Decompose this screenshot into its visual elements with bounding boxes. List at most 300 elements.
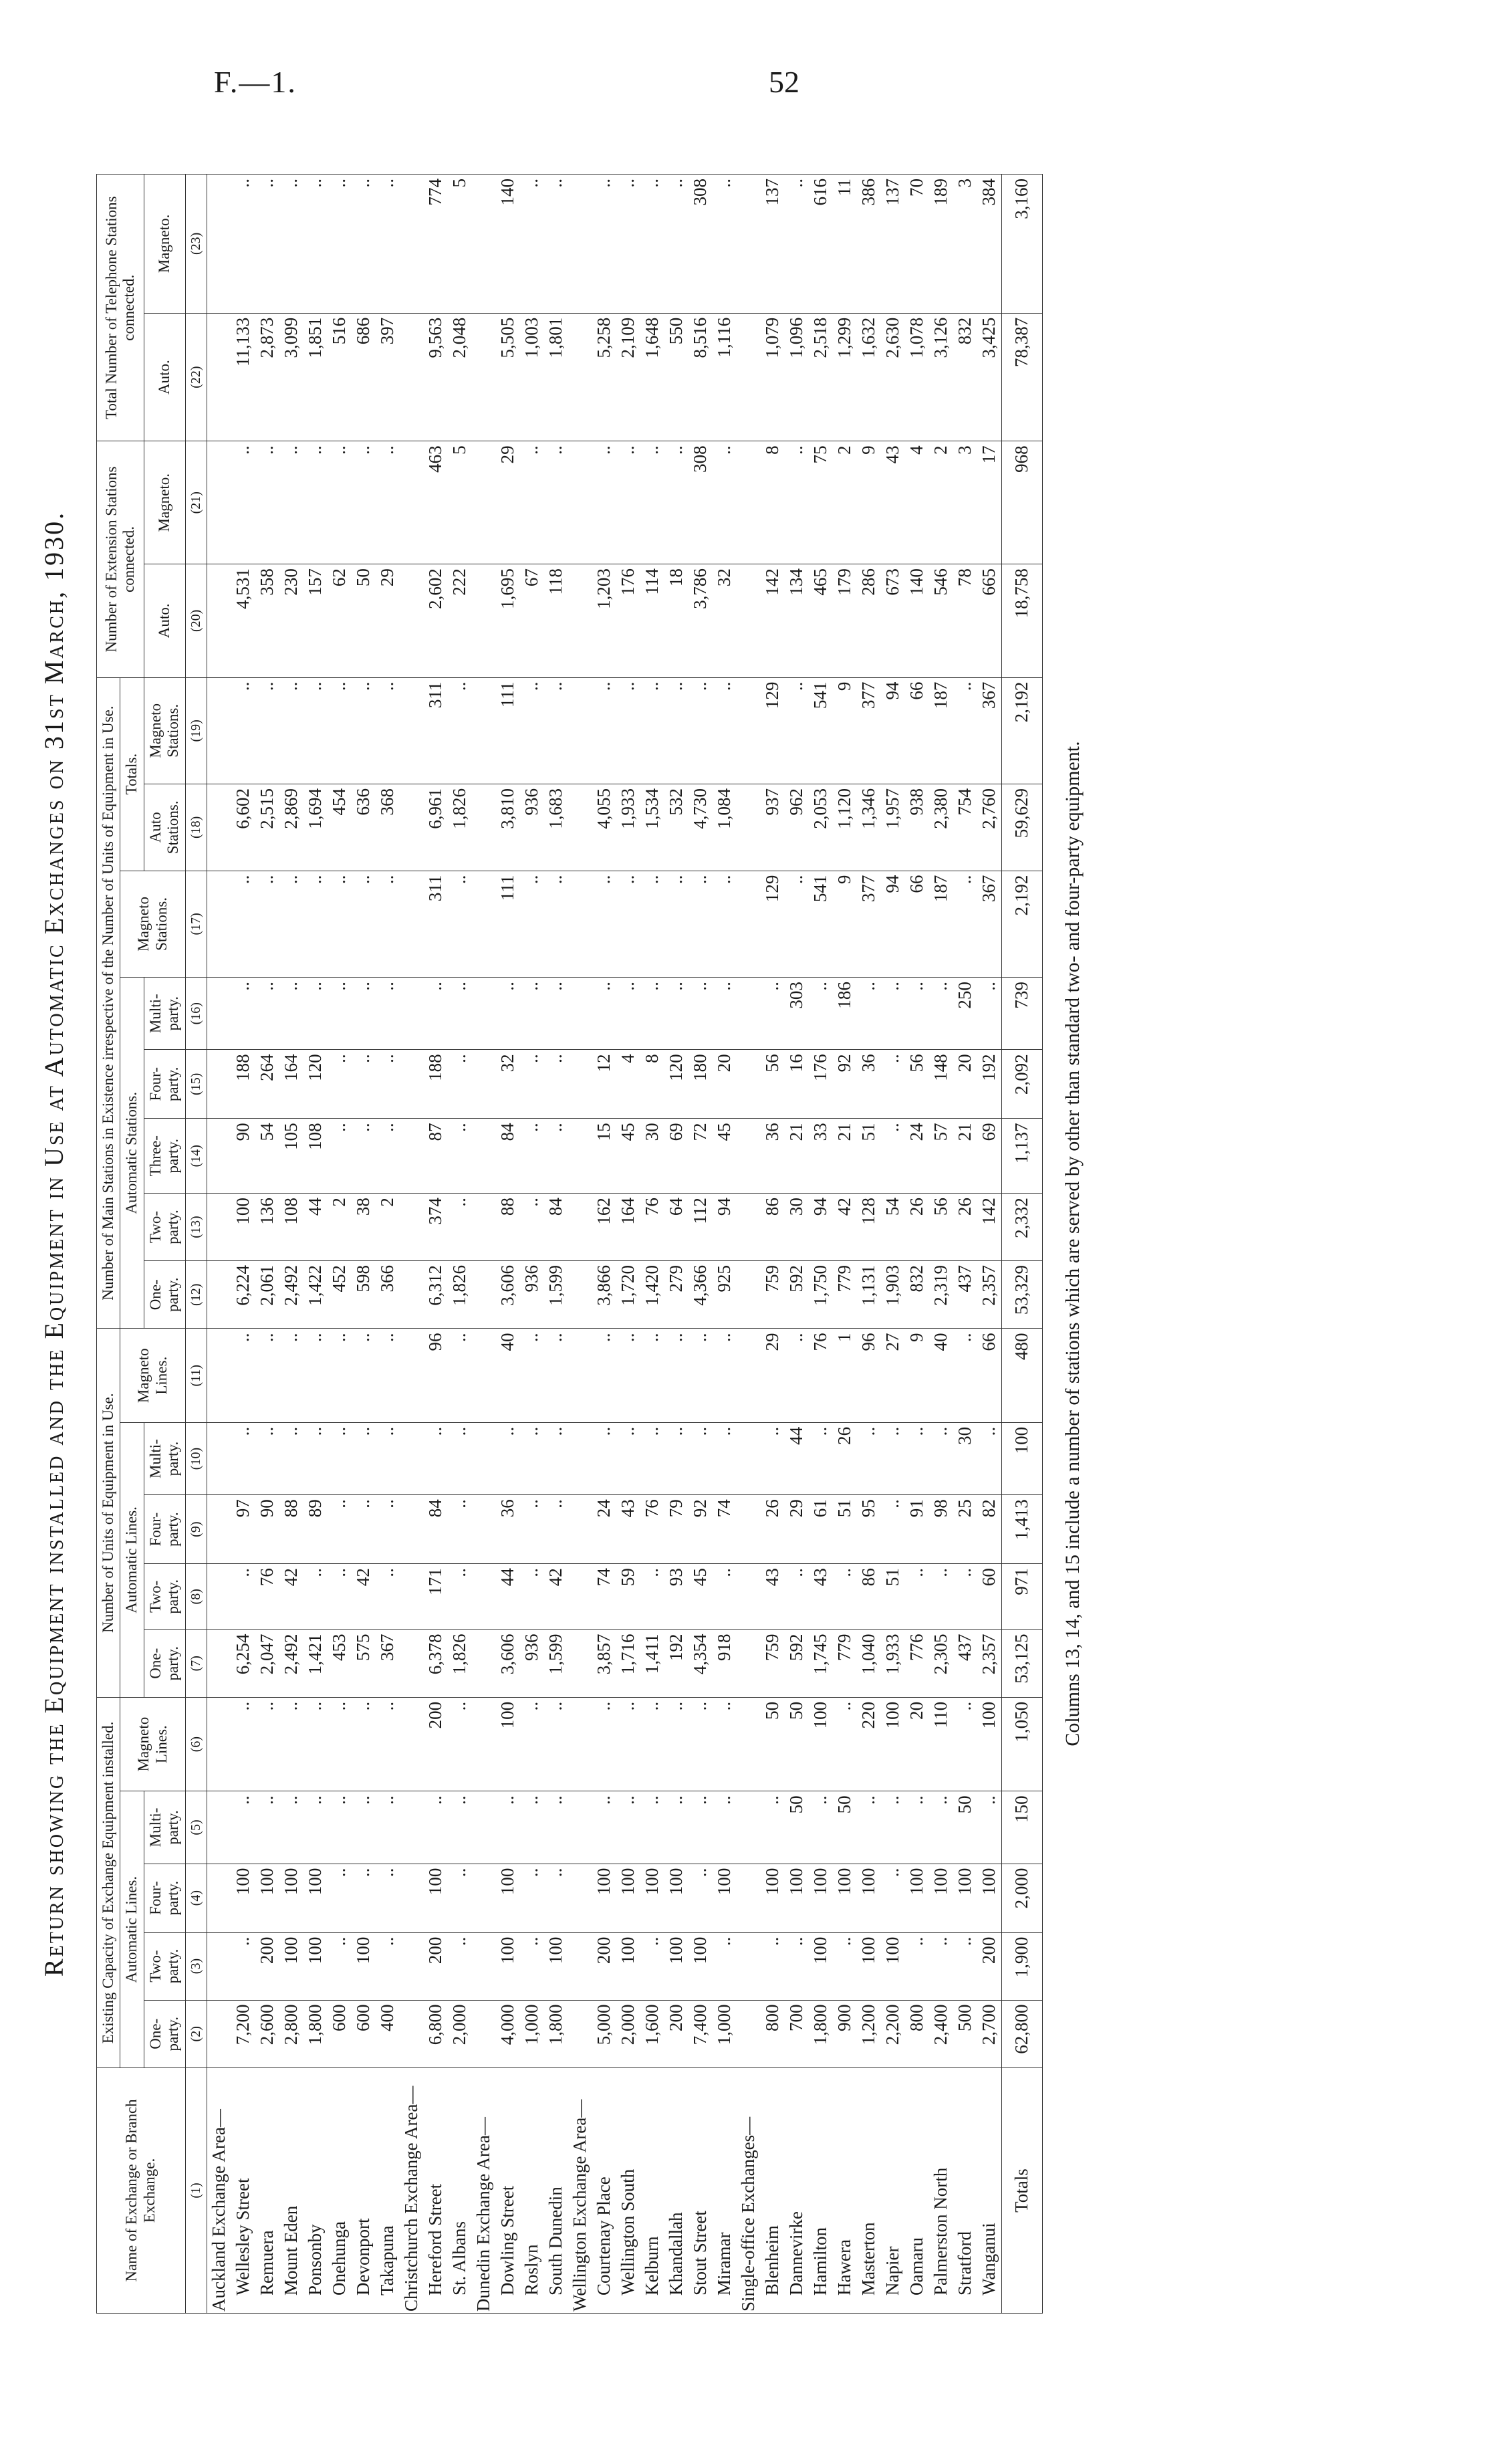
table-cell: 6,378 [424, 1630, 448, 1697]
table-cell: 100 [616, 1864, 640, 1932]
table-cell: .. [376, 677, 400, 784]
table-row [328, 175, 352, 2314]
table-cell: 968 [1001, 441, 1042, 564]
table-cell: .. [833, 1697, 857, 1791]
table-cell [568, 978, 592, 1050]
table-cell: .. [376, 871, 400, 977]
table-cell: 100 [977, 1864, 1002, 1932]
table-cell: .. [231, 1564, 255, 1630]
table-cell [568, 1329, 592, 1422]
table-cell: 1,800 [303, 2000, 328, 2067]
table-cell: 1,826 [448, 1261, 472, 1329]
exchange-name: Dowling Street [496, 2068, 520, 2314]
table-cell: 3,160 [1001, 175, 1042, 314]
table-row [905, 175, 929, 2314]
column-number: (7) [185, 1630, 207, 1697]
table-cell: .. [785, 871, 809, 977]
table-cell: .. [689, 1864, 713, 1932]
table-cell: 9 [905, 1329, 929, 1422]
table-cell: .. [664, 1329, 689, 1422]
footnote: Columns 13, 14, and 15 include a number of stations which are served by other than standard two- and four-party equipment. [1061, 741, 1084, 1747]
table-cell: 1,131 [857, 1261, 881, 1329]
table-cell: 4 [905, 441, 929, 564]
table-cell: 2,400 [929, 2000, 953, 2067]
table-cell: .. [303, 441, 328, 564]
table-cell: .. [352, 677, 376, 784]
table-cell: 100 [279, 1864, 303, 1932]
table-cell: .. [303, 677, 328, 784]
table-cell [737, 677, 761, 784]
table-cell: 6,602 [231, 784, 255, 871]
header-totals: Totals. [120, 677, 144, 871]
column-number: (4) [185, 1864, 207, 1932]
equipment-table [96, 174, 1043, 2314]
header-multi-party: Multi-party. [144, 1422, 185, 1494]
table-cell: .. [977, 1422, 1002, 1494]
table-cell: 114 [640, 564, 664, 678]
table-cell: .. [664, 175, 689, 314]
exchange-name: Christchurch Exchange Area— [400, 2068, 424, 2314]
table-cell: 21 [953, 1119, 977, 1194]
table-cell: 1,800 [809, 2000, 833, 2067]
table-cell: 600 [352, 2000, 376, 2067]
table-cell: 76 [255, 1564, 279, 1630]
table-cell: .. [640, 1697, 664, 1791]
table-cell [472, 2000, 496, 2067]
header-four-party: Four-party. [144, 1864, 185, 1932]
table-cell: 2,047 [255, 1630, 279, 1697]
table-cell [472, 871, 496, 977]
table-cell: 600 [328, 2000, 352, 2067]
table-cell: 134 [785, 564, 809, 678]
table-cell [568, 1261, 592, 1329]
exchange-name: Single-office Exchanges— [737, 2068, 761, 2314]
table-cell: 200 [977, 1932, 1002, 2000]
table-cell: 88 [279, 1495, 303, 1564]
table-cell: 1,851 [303, 313, 328, 441]
table-cell [207, 564, 231, 678]
table-cell: 84 [544, 1194, 568, 1261]
table-cell: 112 [689, 1194, 713, 1261]
table-cell: .. [328, 1495, 352, 1564]
table-cell [737, 1495, 761, 1564]
table-cell [737, 441, 761, 564]
table-cell: .. [328, 1119, 352, 1194]
table-cell: 42 [544, 1564, 568, 1630]
table-cell: .. [881, 1422, 905, 1494]
header-capacity: Existing Capacity of Exchange Equipment installed. [97, 1697, 120, 2067]
table-cell [737, 1329, 761, 1422]
table-cell: 45 [616, 1119, 640, 1194]
table-cell: 9 [833, 871, 857, 977]
table-cell: .. [713, 1791, 737, 1864]
table-cell: 3,810 [496, 784, 520, 871]
table-cell: 120 [303, 1050, 328, 1119]
table-cell: .. [592, 175, 616, 314]
table-cell [737, 2000, 761, 2067]
table-cell: .. [592, 1791, 616, 1864]
table-cell [400, 978, 424, 1050]
table-cell: 1,933 [881, 1630, 905, 1697]
table-cell: .. [448, 1564, 472, 1630]
table-cell: .. [255, 871, 279, 977]
table-cell: 6,961 [424, 784, 448, 871]
table-cell: 97 [231, 1495, 255, 1564]
table-cell: .. [953, 1697, 977, 1791]
table-cell: 100 [785, 1864, 809, 1932]
table-cell: 100 [303, 1932, 328, 2000]
table-cell: 367 [977, 677, 1002, 784]
table-cell: .. [616, 1422, 640, 1494]
table-cell: .. [544, 978, 568, 1050]
table-cell: 1,933 [616, 784, 640, 871]
table-cell: 454 [328, 784, 352, 871]
table-cell: .. [616, 1697, 640, 1791]
table-cell: 1,599 [544, 1630, 568, 1697]
table-cell: 189 [929, 175, 953, 314]
table-cell: 186 [833, 978, 857, 1050]
table-cell: 673 [881, 564, 905, 678]
table-cell [472, 1864, 496, 1932]
exchange-name: Palmerston North [929, 2068, 953, 2314]
table-cell: .. [616, 1791, 640, 1864]
table-cell [472, 175, 496, 314]
table-cell: .. [352, 1050, 376, 1119]
table-cell: 598 [352, 1261, 376, 1329]
table-cell: 29 [496, 441, 520, 564]
table-cell: 62 [328, 564, 352, 678]
table-cell: 2,630 [881, 313, 905, 441]
table-cell: .. [376, 441, 400, 564]
table-cell: 82 [977, 1495, 1002, 1564]
header-units-magneto-lines: Magneto Lines. [120, 1329, 185, 1422]
table-cell: 94 [881, 871, 905, 977]
table-cell: .. [929, 1564, 953, 1630]
exchange-name: Onehunga [328, 2068, 352, 2314]
table-cell: .. [303, 978, 328, 1050]
table-cell: 21 [833, 1119, 857, 1194]
table-cell: 2,357 [977, 1261, 1002, 1329]
table-cell: 94 [713, 1194, 737, 1261]
table-cell: .. [929, 1932, 953, 2000]
table-cell: 84 [424, 1495, 448, 1564]
table-cell: 11,133 [231, 313, 255, 441]
header-capacity-automatic-lines: Automatic Lines. [120, 1791, 144, 2068]
table-cell: 384 [977, 175, 1002, 314]
table-cell: 286 [857, 564, 881, 678]
table-cell: 220 [857, 1697, 881, 1791]
table-cell: 2,000 [1001, 1864, 1042, 1932]
table-cell: 1,084 [713, 784, 737, 871]
table-cell: 90 [231, 1119, 255, 1194]
table-cell: 4,055 [592, 784, 616, 871]
table-cell: .. [544, 175, 568, 314]
table-cell [207, 313, 231, 441]
table-cell: 128 [857, 1194, 881, 1261]
table-cell: 142 [977, 1194, 1002, 1261]
table-cell: 1,632 [857, 313, 881, 441]
table-cell: 21 [785, 1119, 809, 1194]
table-cell: 142 [761, 564, 785, 678]
table-cell: .. [640, 441, 664, 564]
table-cell: 42 [833, 1194, 857, 1261]
table-cell [568, 441, 592, 564]
header-extension: Number of Extension Stations connected. [97, 441, 144, 677]
table-cell: 264 [255, 1050, 279, 1119]
table-cell: .. [664, 1697, 689, 1791]
table-cell: 1,003 [520, 313, 544, 441]
table-cell: .. [231, 1422, 255, 1494]
table-cell: 56 [761, 1050, 785, 1119]
table-cell: 541 [809, 871, 833, 977]
table-cell [400, 1050, 424, 1119]
table-cell: 3,866 [592, 1261, 616, 1329]
table-cell: 500 [953, 2000, 977, 2067]
table-cell: .. [231, 871, 255, 977]
table-cell: 110 [929, 1697, 953, 1791]
table-cell: 4,531 [231, 564, 255, 678]
table-cell: .. [905, 978, 929, 1050]
table-cell: 36 [857, 1050, 881, 1119]
table-cell: 171 [424, 1564, 448, 1630]
table-cell: 4,000 [496, 2000, 520, 2067]
table-cell: .. [713, 677, 737, 784]
table-cell: 108 [279, 1194, 303, 1261]
column-number: (3) [185, 1932, 207, 2000]
table-cell: 111 [496, 677, 520, 784]
table-cell: .. [929, 1791, 953, 1864]
table-cell: .. [279, 441, 303, 564]
table-cell: .. [352, 441, 376, 564]
table-cell: .. [279, 1422, 303, 1494]
table-cell: .. [761, 1932, 785, 2000]
table-cell: .. [231, 978, 255, 1050]
table-cell: .. [303, 1422, 328, 1494]
table-cell: 200 [255, 1932, 279, 2000]
table-cell: 4 [616, 1050, 640, 1119]
table-cell: .. [352, 175, 376, 314]
table-cell: .. [544, 441, 568, 564]
table-cell: .. [328, 677, 352, 784]
table-cell: .. [640, 1422, 664, 1494]
table-cell: 8,516 [689, 313, 713, 441]
table-cell: 20 [713, 1050, 737, 1119]
table-cell [737, 1791, 761, 1864]
header-three-party: Three-party. [144, 1119, 185, 1194]
table-cell: 43 [881, 441, 905, 564]
table-cell: 118 [544, 564, 568, 678]
table-cell: .. [520, 1119, 544, 1194]
table-cell: .. [592, 441, 616, 564]
table-cell: .. [303, 1329, 328, 1422]
table-cell: 70 [905, 175, 929, 314]
table-cell: 164 [616, 1194, 640, 1261]
table-cell: 26 [953, 1194, 977, 1261]
table-cell: .. [520, 871, 544, 977]
table-cell: .. [809, 978, 833, 1050]
table-cell: 66 [905, 677, 929, 784]
table-cell: 59 [616, 1564, 640, 1630]
table-cell: 1,745 [809, 1630, 833, 1697]
table-cell: 5,505 [496, 313, 520, 441]
table-cell: .. [785, 175, 809, 314]
table-cell: 50 [761, 1697, 785, 1791]
column-number: (15) [185, 1050, 207, 1119]
table-cell [472, 1422, 496, 1494]
table-cell: 32 [496, 1050, 520, 1119]
table-cell: 56 [929, 1194, 953, 1261]
table-cell: 100 [544, 1932, 568, 2000]
table-cell: 1,695 [496, 564, 520, 678]
table-cell: 57 [929, 1119, 953, 1194]
table-cell: 136 [255, 1194, 279, 1261]
column-number: (9) [185, 1495, 207, 1564]
table-cell: 2,200 [881, 2000, 905, 2067]
table-cell: 18 [664, 564, 689, 678]
table-cell: .. [376, 1564, 400, 1630]
table-cell: .. [857, 978, 881, 1050]
table-cell: .. [713, 1564, 737, 1630]
table-cell [737, 313, 761, 441]
column-number: (13) [185, 1194, 207, 1261]
table-cell: 1,200 [857, 2000, 881, 2067]
header-magneto: Magneto. [144, 175, 185, 314]
exchange-name: St. Albans [448, 2068, 472, 2314]
table-cell [207, 871, 231, 977]
table-cell [400, 1422, 424, 1494]
table-row [640, 175, 664, 2314]
table-cell: 453 [328, 1630, 352, 1697]
table-row [761, 175, 785, 2314]
table-cell: 100 [953, 1864, 977, 1932]
table-cell: .. [640, 1791, 664, 1864]
table-cell: .. [833, 1564, 857, 1630]
table-cell [737, 1261, 761, 1329]
table-cell: 51 [881, 1564, 905, 1630]
exchange-name: Wellesley Street [231, 2068, 255, 2314]
table-cell: 3 [953, 441, 977, 564]
table-cell: .. [953, 677, 977, 784]
table-row [544, 175, 568, 2314]
table-cell: 180 [689, 1050, 713, 1119]
table-cell: .. [592, 1422, 616, 1494]
table-row [279, 175, 303, 2314]
table-cell: 150 [1001, 1791, 1042, 1864]
table-cell: .. [544, 1329, 568, 1422]
table-cell: 45 [713, 1119, 737, 1194]
exchange-name: Wellington South [616, 2068, 640, 2314]
table-cell [568, 1864, 592, 1932]
table-cell: 100 [809, 1697, 833, 1791]
table-cell: .. [616, 441, 640, 564]
table-cell: 164 [279, 1050, 303, 1119]
table-cell [207, 1697, 231, 1791]
table-cell: 592 [785, 1261, 809, 1329]
table-cell: .. [785, 441, 809, 564]
table-cell: .. [905, 1791, 929, 1864]
table-cell: .. [953, 1564, 977, 1630]
header-magneto-stations: Magneto Stations. [120, 871, 185, 977]
table-cell: 176 [809, 1050, 833, 1119]
table-cell: 92 [689, 1495, 713, 1564]
table-cell: 100 [713, 1864, 737, 1932]
table-cell [568, 2000, 592, 2067]
table-cell: 95 [857, 1495, 881, 1564]
table-cell: 1,078 [905, 313, 929, 441]
table-row [857, 175, 881, 2314]
header-two-party: Two-party. [144, 1932, 185, 2000]
table-cell: .. [520, 677, 544, 784]
column-number: (17) [185, 871, 207, 977]
table-cell: 700 [785, 2000, 809, 2067]
table-cell: .. [881, 1119, 905, 1194]
table-cell: 72 [689, 1119, 713, 1194]
table-cell [400, 313, 424, 441]
table-cell: 400 [376, 2000, 400, 2067]
column-number: (2) [185, 2000, 207, 2067]
table-cell [472, 1932, 496, 2000]
table-cell: .. [664, 677, 689, 784]
column-number: (23) [185, 175, 207, 314]
column-number: (10) [185, 1422, 207, 1494]
table-cell: .. [328, 1564, 352, 1630]
table-cell: 2,492 [279, 1261, 303, 1329]
table-cell: .. [328, 1697, 352, 1791]
table-cell: 7,400 [689, 2000, 713, 2067]
table-cell: .. [376, 175, 400, 314]
table-cell: 386 [857, 175, 881, 314]
table-cell: 54 [881, 1194, 905, 1261]
table-cell [472, 677, 496, 784]
table-cell: 100 [352, 1932, 376, 2000]
exchange-name: Khandallah [664, 2068, 689, 2314]
table-cell: .. [328, 441, 352, 564]
table-cell: 36 [761, 1119, 785, 1194]
table-row [929, 175, 953, 2314]
table-cell: 2,869 [279, 784, 303, 871]
group-row [400, 175, 424, 2314]
table-cell: 1,750 [809, 1261, 833, 1329]
table-cell: .. [352, 1697, 376, 1791]
table-cell: .. [279, 871, 303, 977]
table-cell: 32 [713, 564, 737, 678]
table-cell: 100 [881, 1697, 905, 1791]
table-cell [207, 1495, 231, 1564]
header-auto-stations: Auto Stations. [144, 784, 185, 871]
table-cell: 20 [953, 1050, 977, 1119]
table-cell: 187 [929, 677, 953, 784]
table-cell: 3,606 [496, 1630, 520, 1697]
exchange-name: Masterton [857, 2068, 881, 2314]
table-cell: 78,387 [1001, 313, 1042, 441]
table-cell [400, 1697, 424, 1791]
table-cell: 1 [833, 1329, 857, 1422]
table-cell: 1,079 [761, 313, 785, 441]
table-cell: 759 [761, 1261, 785, 1329]
table-cell: .. [544, 1697, 568, 1791]
table-cell: 100 [592, 1864, 616, 1932]
table-cell [207, 1422, 231, 1494]
table-cell [207, 1050, 231, 1119]
table-cell: 100 [689, 1932, 713, 2000]
table-cell [400, 1630, 424, 1697]
table-cell: .. [689, 1329, 713, 1422]
exchange-name: Wanganui [977, 2068, 1002, 2314]
table-cell: .. [448, 1329, 472, 1422]
table-cell: .. [520, 1932, 544, 2000]
table-cell: .. [520, 1495, 544, 1564]
header-magneto-stations: Magneto Stations. [144, 677, 185, 784]
